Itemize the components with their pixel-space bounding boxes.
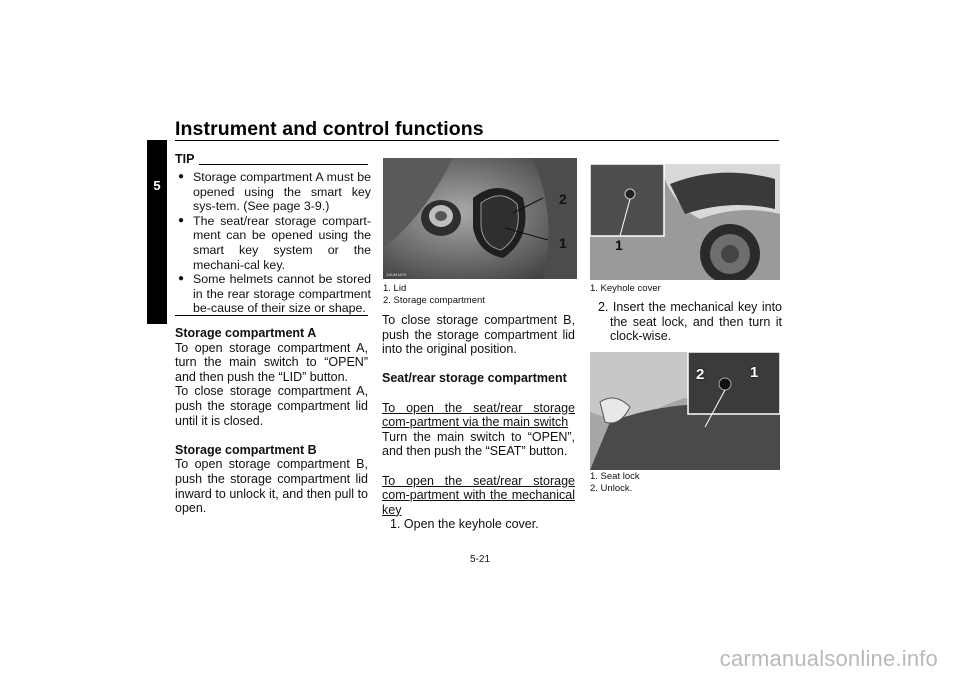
figure-storage-compartment-photo [383,158,577,279]
tip-item: ● Storage compartment A must be opened using the smart key sys-tem. (See page 3-9.) [178,170,371,214]
caption-item: 2. Unlock. [590,483,633,494]
figure3-captions [590,471,640,495]
caption-item: 2. Storage compartment [383,295,485,306]
paragraph: To close storage compartment A, push the storage compartment lid until it is closed. [175,384,368,428]
bullet-icon: ● [178,273,185,285]
callout-2: 2 [696,366,705,383]
step-1: 1. Open the keyhole cover. [390,517,539,532]
caption-item: 1. Lid [383,283,407,294]
figure1-captions [383,283,485,307]
heading-seat-storage: Seat/rear storage compartment [382,371,567,386]
subheading-main-switch: To open the seat/rear storage com-partment via the main switch [382,400,575,430]
caption-item: 1. Seat lock [590,471,640,482]
watermark: carmanualsonline.info [719,646,938,671]
subheading-mechanical-key: To open the seat/rear storage com-partment with the mechanical key [382,473,575,517]
tip-rule [199,164,368,165]
callout-2: 2 [559,191,567,207]
column-2-text [382,313,575,532]
chapter-tab [147,140,167,324]
keyhole-cover-illustration [590,164,780,280]
callout-1: 1 [559,235,567,251]
tip-list [175,170,371,316]
heading-storage-b: Storage compartment B [175,442,317,457]
title-rule [175,140,779,141]
paragraph: Turn the main switch to “OPEN”, and then push the “SEAT” button. [382,429,575,459]
tip-item: ● The seat/rear storage compart-ment can be opened using the smart key system or the mechani-cal key. [178,213,371,272]
heading-storage-a: Storage compartment A [175,326,317,340]
tip-end-rule [175,315,368,316]
paragraph: To open storage compartment A, turn the main switch to “OPEN” and then push the “LID” button. [175,340,368,384]
column-1-text [175,326,368,516]
bullet-icon: ● [178,214,185,226]
storage-compartment-illustration [383,158,577,279]
paragraph: To close storage compartment B, push the storage compartment lid into the original position. [382,313,575,357]
paragraph: To open storage compartment B, push the storage compartment lid inward to unlock it, and then pull to open. [175,457,368,516]
bullet-icon: ● [178,171,185,182]
step-2: 2. Insert the mechanical key into the seat lock, and then turn it clock-wise. [598,300,782,344]
callout-1: 1 [750,364,759,381]
callout-1: 1 [615,237,623,253]
figure-keyhole-cover-photo [590,164,780,280]
figure-code: ZAUM1876 [386,272,407,277]
tip-item: ● Some helmets cannot be stored in the rear storage compartment be-cause of their size or shape. [178,272,371,316]
page-title: Instrument and control functions [175,118,484,140]
chapter-number: 5 [153,178,161,193]
figure2-captions [590,283,661,295]
tip-label: TIP [175,152,195,166]
caption-item: 1. Keyhole cover [590,283,661,294]
page-number: 5-21 [469,554,490,565]
figure-seat-lock-photo [590,352,780,470]
